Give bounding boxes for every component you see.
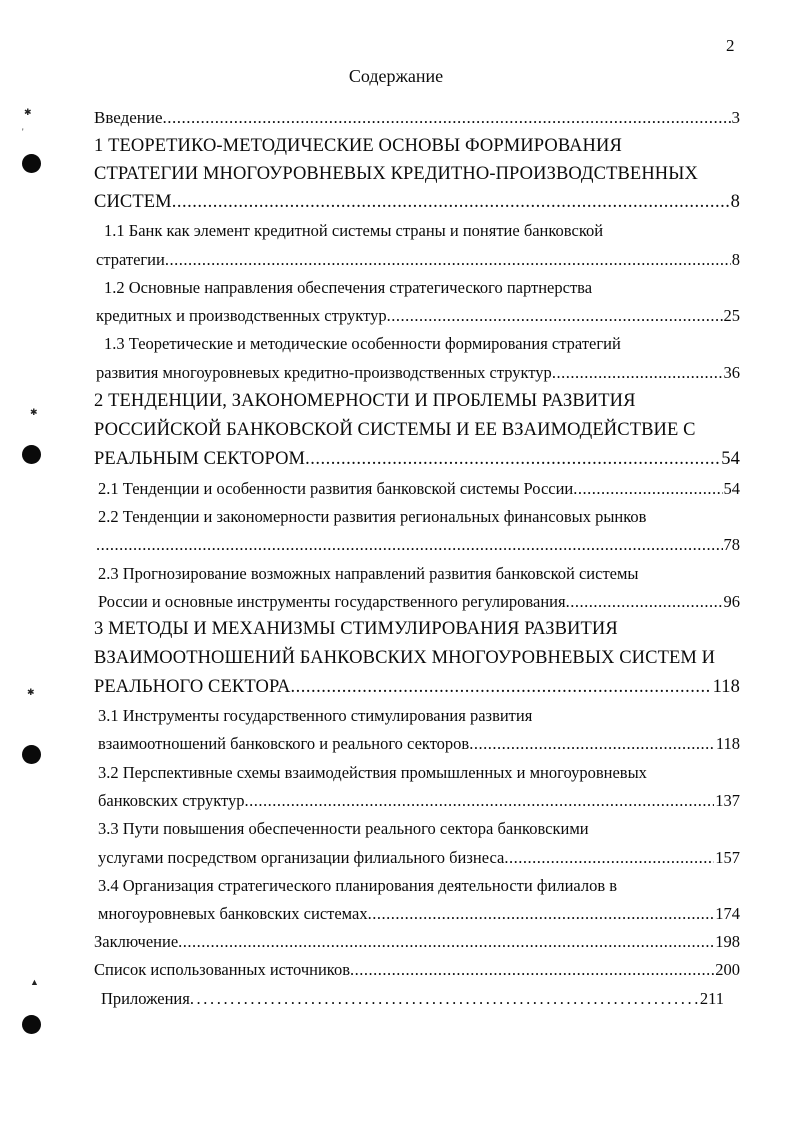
- leader-dots: [566, 590, 723, 614]
- toc-section-1-1[interactable]: стратегии ..... 8: [96, 248, 740, 272]
- leader-dots: [178, 930, 714, 954]
- scan-speck: ✱: [27, 687, 35, 697]
- toc-page-number: 54: [723, 479, 740, 498]
- toc-page-number: 211: [699, 989, 724, 1008]
- toc-chapter-2-line2[interactable]: РОССИЙСКОЙ БАНКОВСКОЙ СИСТЕМЫ И ЕЕ ВЗАИМОДЕЙСТВИЕ С: [94, 420, 696, 440]
- toc-entry-references[interactable]: Список использованных источников ..... 200: [94, 958, 740, 982]
- toc-section-3-3-line1[interactable]: 3.3 Пути повышения обеспеченности реального сектора банковскими: [98, 819, 589, 838]
- toc-page-number: 200: [715, 960, 740, 979]
- toc-section-3-2[interactable]: банковских структур ..... 137: [98, 789, 740, 813]
- page-number: 2: [726, 36, 735, 55]
- toc-page-number: 157: [715, 848, 740, 867]
- toc-section-3-4-line1[interactable]: 3.4 Организация стратегического планирования деятельности филиалов в: [98, 876, 618, 895]
- toc-page-number: 96: [723, 592, 740, 611]
- toc-page-number: 118: [715, 734, 740, 753]
- toc-section-2-2[interactable]: [96, 533, 740, 557]
- leader-dots: [245, 789, 715, 813]
- toc-entry-intro[interactable]: [94, 106, 740, 130]
- leader-dots: [190, 987, 699, 1011]
- toc-entry-appendix[interactable]: Приложения ..... 211: [101, 987, 724, 1011]
- toc-section-2-1[interactable]: 2.1 Тенденции и особенности развития банковской системы России ..... 54: [98, 477, 740, 501]
- leader-dots: [552, 361, 723, 385]
- leader-dots: [305, 447, 720, 471]
- toc-section-3-1[interactable]: взаимоотношений банковского и реального секторов ..... 118: [98, 732, 740, 756]
- toc-section-2-3[interactable]: России и основные инструменты государственного регулирования ..... 96: [98, 590, 740, 614]
- leader-dots: [504, 846, 714, 870]
- toc-page-number: 8: [730, 192, 740, 212]
- page-title: Содержание: [348, 66, 444, 86]
- scan-speck: ✱: [24, 107, 32, 117]
- toc-page-number: 118: [712, 677, 740, 697]
- toc-chapter-1-line2[interactable]: СТРАТЕГИИ МНОГОУРОВНЕВЫХ КРЕДИТНО-ПРОИЗВОДСТВЕННЫХ: [94, 164, 698, 184]
- toc-entry-text: Введение: [94, 108, 163, 127]
- toc-section-3-3[interactable]: услугами посредством организации филиального бизнеса ..... 157: [98, 846, 740, 870]
- toc-page-number: 198: [715, 932, 740, 951]
- leader-dots: [368, 902, 715, 926]
- toc-chapter-3[interactable]: РЕАЛЬНОГО СЕКТОРА ..... 118: [94, 675, 740, 699]
- leader-dots: [290, 675, 711, 699]
- leader-dots: [165, 248, 731, 272]
- scan-speck: ▲: [30, 977, 39, 987]
- toc-section-2-3-line1[interactable]: 2.3 Прогнозирование возможных направлений развития банковской системы: [98, 564, 639, 583]
- toc-page-number: 137: [715, 791, 740, 810]
- toc-entry-conclusion[interactable]: Заключение ..... 198: [94, 930, 740, 954]
- toc-section-1-3-line1[interactable]: 1.3 Теоретические и методические особенности формирования стратегий: [104, 334, 621, 353]
- scan-speck: ✱: [30, 407, 38, 417]
- leader-dots: [387, 304, 723, 328]
- toc-section-3-4[interactable]: многоуровневых банковских системах ..... 174: [98, 902, 740, 926]
- leader-dots: [96, 533, 723, 557]
- toc-chapter-3-line2[interactable]: ВЗАИМООТНОШЕНИЙ БАНКОВСКИХ МНОГОУРОВНЕВЫХ СИСТЕМ И: [94, 648, 716, 668]
- toc-page-number: 174: [715, 904, 740, 923]
- toc-page-number: 25: [723, 306, 740, 325]
- leader-dots: [163, 106, 731, 130]
- toc-section-1-3[interactable]: развития многоуровневых кредитно-производственных структур ..... 36: [96, 361, 740, 385]
- scan-speck: ': [22, 127, 24, 137]
- toc-section-2-2-line1[interactable]: 2.2 Тенденции и закономерности развития региональных финансовых рынков: [98, 507, 647, 526]
- leader-dots: [172, 190, 730, 214]
- toc-page-number: 3: [731, 108, 740, 127]
- toc-section-1-1-line1[interactable]: 1.1 Банк как элемент кредитной системы страны и понятие банковской: [104, 221, 604, 240]
- toc-chapter-2[interactable]: РЕАЛЬНЫМ СЕКТОРОМ ..... 54: [94, 447, 740, 471]
- toc-chapter-2-line1[interactable]: 2 ТЕНДЕНЦИИ, ЗАКОНОМЕРНОСТИ И ПРОБЛЕМЫ РАЗВИТИЯ: [94, 391, 636, 411]
- toc-section-1-2-line1[interactable]: 1.2 Основные направления обеспечения стратегического партнерства: [104, 278, 593, 297]
- leader-dots: [350, 958, 714, 982]
- toc-section-3-1-line1[interactable]: 3.1 Инструменты государственного стимулирования развития: [98, 706, 533, 725]
- toc-page-number: 78: [723, 535, 740, 554]
- toc-section-3-2-line1[interactable]: 3.2 Перспективные схемы взаимодействия промышленных и многоуровневых: [98, 763, 647, 782]
- leader-dots: [469, 732, 715, 756]
- toc-chapter-1[interactable]: СИСТЕМ ..... 8: [94, 190, 740, 214]
- toc-page-number: 54: [721, 449, 740, 469]
- toc-page-number: 8: [731, 250, 740, 269]
- toc-chapter-1-line1[interactable]: 1 ТЕОРЕТИКО-МЕТОДИЧЕСКИЕ ОСНОВЫ ФОРМИРОВАНИЯ: [94, 136, 622, 156]
- leader-dots: [573, 477, 722, 501]
- toc-page-number: 36: [723, 363, 740, 382]
- toc-chapter-3-line1[interactable]: 3 МЕТОДЫ И МЕХАНИЗМЫ СТИМУЛИРОВАНИЯ РАЗВИТИЯ: [94, 619, 618, 639]
- toc-section-1-2[interactable]: кредитных и производственных структур ..... 25: [96, 304, 740, 328]
